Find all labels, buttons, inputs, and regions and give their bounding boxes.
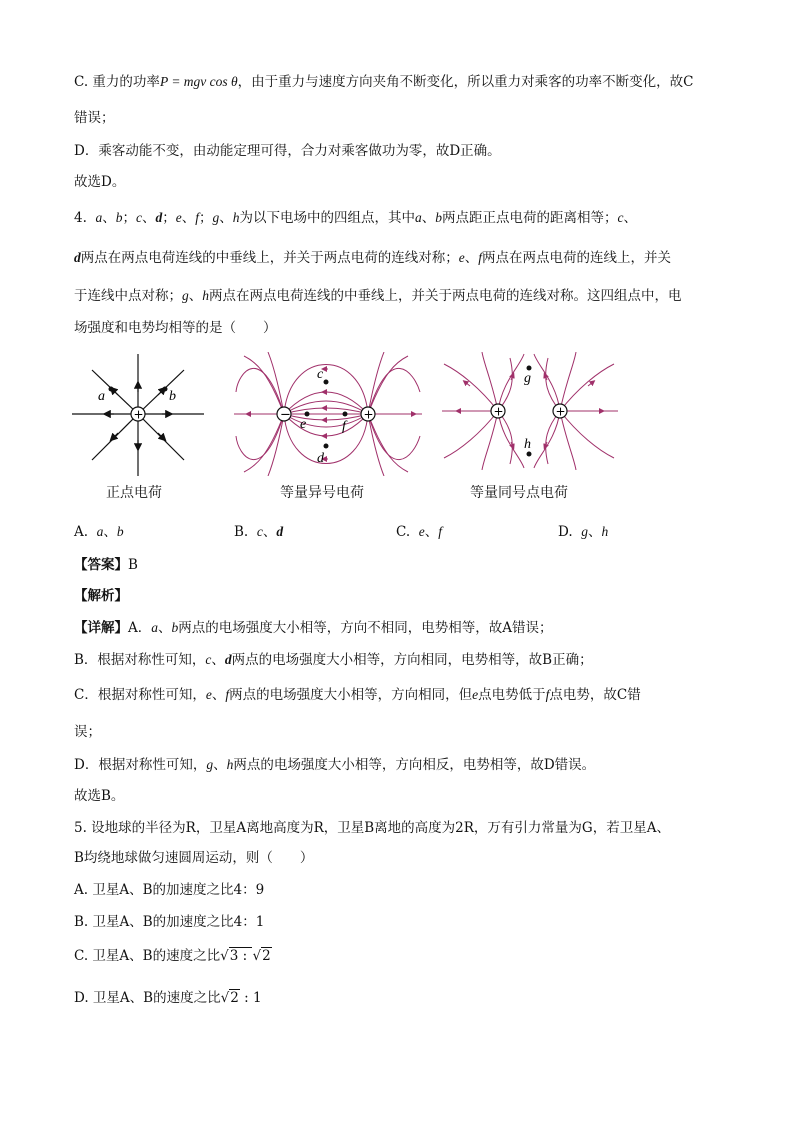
caption-positive-charge: 正点电荷 [106,485,162,501]
q5-option-c: C. 卫星A、B的速度之比√3 : √2 [74,948,271,964]
q4-answer: 【答案】B [74,557,138,573]
q4-detail-a: 【详解】A．a、b两点的电场强度大小相等，方向不相同，电势相等，故A错误； [74,620,553,636]
svg-text:+: + [133,407,144,422]
label-h: h [524,437,531,452]
q4-stem-line3: 于连线中点对称；g、h两点在两点电荷连线的中垂线上，并关于两点电荷的连线对称。这四组点中，电 [74,288,682,304]
svg-text:+: + [555,404,566,419]
q5-option-b: B. 卫星A、B的加速度之比4：1 [74,914,265,930]
svg-text:+: + [363,407,374,422]
label-e: e [300,417,307,432]
q5-option-d: D. 卫星A、B的速度之比√2 : 1 [74,990,262,1006]
q4-option-c: C. e、f [396,524,442,540]
svg-text:−: − [280,407,291,423]
label-c: c [317,367,324,382]
q4-stem-line2: d两点在两点电荷连线的中垂线上，并关于两点电荷的连线对称；e、f两点在两点电荷的连线上，并关 [74,250,672,266]
figure-positive-charge [70,352,210,482]
q5-option-a: A. 卫星A、B的加速度之比4：9 [74,882,265,898]
q3-option-d: D．乘客动能不变，由动能定理可得，合力对乘客做功为零，故D正确。 [74,143,501,159]
q5-stem-line1: 5. 设地球的半径为R，卫星A离地高度为R，卫星B离地的高度为2R，万有引力常量为G，若卫星A、 [74,820,670,836]
label-a: a [98,389,105,404]
q4-detail-b: B．根据对称性可知，c、d两点的电场强度大小相等，方向相同，电势相等，故B正确； [74,652,593,668]
q4-detail-c: C．根据对称性可知，e、f两点的电场强度大小相等，方向相同，但e点电势低于f点电势，故C错 [74,687,641,703]
q4-stem-line4: 场强度和电势均相等的是（ ） [74,320,277,336]
q4-option-b: B. c、d [234,524,284,540]
label-g: g [524,371,531,386]
q4-stem-line1: 4. a、b；c、d；e、f；g、h为以下电场中的四组点，其中a、b两点距正点电荷的距离相等；c、 [74,210,637,226]
q4-analysis-tag: 【解析】 [74,588,128,604]
svg-text:+: + [493,404,504,419]
q4-detail-c-end: 误； [74,724,101,740]
q4-detail-d: D．根据对称性可知，g、h两点的电场强度大小相等，方向相反，电势相等，故D错误。 [74,757,596,773]
q3-conclusion: 故选D。 [74,174,126,190]
label-d: d [317,451,324,466]
figure-opposite-charges [232,352,424,476]
q3-option-c-end: 错误； [74,110,115,126]
q4-option-d: D. g、h [558,524,609,540]
caption-like-charges: 等量同号点电荷 [470,485,568,501]
label-f: f [342,419,346,434]
figure-like-charges [440,352,620,470]
q3-option-c: C. 重力的功率P = mgv cos θ，由于重力与速度方向夹角不断变化，所以重力对乘客的功率不断变化，故C [74,74,694,90]
caption-opposite-charges: 等量异号电荷 [280,485,364,501]
q4-conclusion: 故选B。 [74,788,125,804]
q4-option-a: A. a、b [74,524,124,540]
label-b: b [169,389,176,404]
q5-stem-line2: B均绕地球做匀速圆周运动，则（ ） [74,850,314,866]
